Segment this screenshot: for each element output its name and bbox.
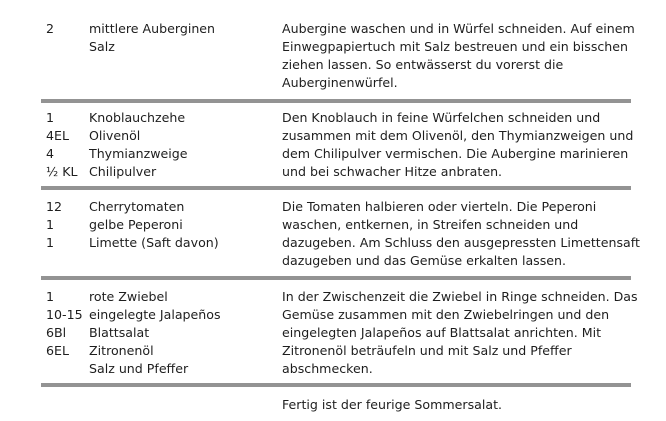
instruction-text [282, 198, 642, 270]
instruction-line: dem Chilipulver vermischen. Die Aubergine marinieren [282, 146, 629, 161]
quantity: 1 [46, 235, 55, 250]
instruction-line: Einwegpapiertuch mit Salz bestreuen und ein bisschen [282, 39, 629, 54]
instruction-line: In der Zwischenzeit die Zwiebel in Ringe schneiden. Das [282, 289, 638, 304]
quantity: 1 [46, 289, 55, 304]
instruction-line: dazugeben und das Gemüse erkalten lassen. [282, 253, 567, 268]
ingredient: Zitronenöl [89, 343, 154, 358]
instruction-line: ziehen lassen. So entwässerst du vorerst die [282, 57, 564, 72]
instruction-line: eingelegten Jalapeños auf Blattsalat anrichten. Mit [282, 325, 602, 340]
instruction-line: Gemüse zusammen mit den Zwiebelringen und den [282, 307, 610, 322]
ingredient: Chilipulver [89, 164, 157, 179]
ingredient: Blattsalat [89, 325, 150, 340]
instruction-text [282, 109, 642, 181]
quantity: 1 [46, 217, 55, 232]
section-divider [41, 383, 631, 387]
instruction-text [282, 288, 642, 378]
ingredient: Limette (Saft davon) [89, 235, 219, 250]
instruction-line: zusammen mit dem Olivenöl, den Thymianzweigen und [282, 128, 634, 143]
quantity-column [46, 198, 90, 252]
instruction-line: Zitronenöl beträufeln und mit Salz und Pfeffer [282, 343, 572, 358]
ingredient: Salz und Pfeffer [89, 361, 189, 376]
ingredient: Olivenöl [89, 128, 141, 143]
closing-line: Fertig ist der feurige Sommersalat. [282, 397, 503, 412]
ingredient: Salz [89, 39, 115, 54]
instruction-line: Aubergine waschen und in Würfel schneiden. Auf einem [282, 21, 635, 36]
ingredient: Cherrytomaten [89, 199, 185, 214]
instruction-line: Den Knoblauch in feine Würfelchen schneiden und [282, 110, 601, 125]
instruction-text [282, 20, 642, 92]
quantity-column [46, 109, 90, 181]
instruction-line: abschmecken. [282, 361, 373, 376]
quantity: 4 [46, 146, 55, 161]
quantity: 6Bl [46, 325, 67, 340]
instruction-line: Auberginenwürfel. [282, 75, 398, 90]
instruction-line: waschen, entkernen, in Streifen schneiden und [282, 217, 579, 232]
ingredient: Thymianzweige [89, 146, 188, 161]
ingredient: gelbe Peperoni [89, 217, 183, 232]
quantity: ½ KL [46, 164, 78, 179]
quantity: 6EL [46, 343, 69, 358]
ingredient: Knoblauchzehe [89, 110, 186, 125]
ingredient-column [89, 109, 274, 181]
ingredient-column [89, 198, 274, 252]
ingredient-column [89, 20, 274, 56]
section-divider [41, 186, 631, 190]
ingredient: eingelegte Jalapeños [89, 307, 221, 322]
ingredient: rote Zwiebel [89, 289, 168, 304]
quantity: 10-15 [46, 307, 83, 322]
section-divider [41, 99, 631, 103]
instruction-line: dazugeben. Am Schluss den ausgepressten Limettensaft [282, 235, 640, 250]
instruction-line: und bei schwacher Hitze anbraten. [282, 164, 503, 179]
quantity-column [46, 20, 90, 56]
quantity: 4EL [46, 128, 69, 143]
section-divider [41, 276, 631, 280]
ingredient-column [89, 288, 274, 378]
quantity: 2 [46, 21, 55, 36]
quantity [46, 360, 90, 378]
quantity [46, 38, 90, 56]
quantity: 1 [46, 110, 55, 125]
ingredient: mittlere Auberginen [89, 21, 216, 36]
closing-text [282, 396, 642, 414]
instruction-line: Die Tomaten halbieren oder vierteln. Die Peperoni [282, 199, 597, 214]
quantity-column [46, 288, 90, 378]
quantity: 12 [46, 199, 63, 214]
